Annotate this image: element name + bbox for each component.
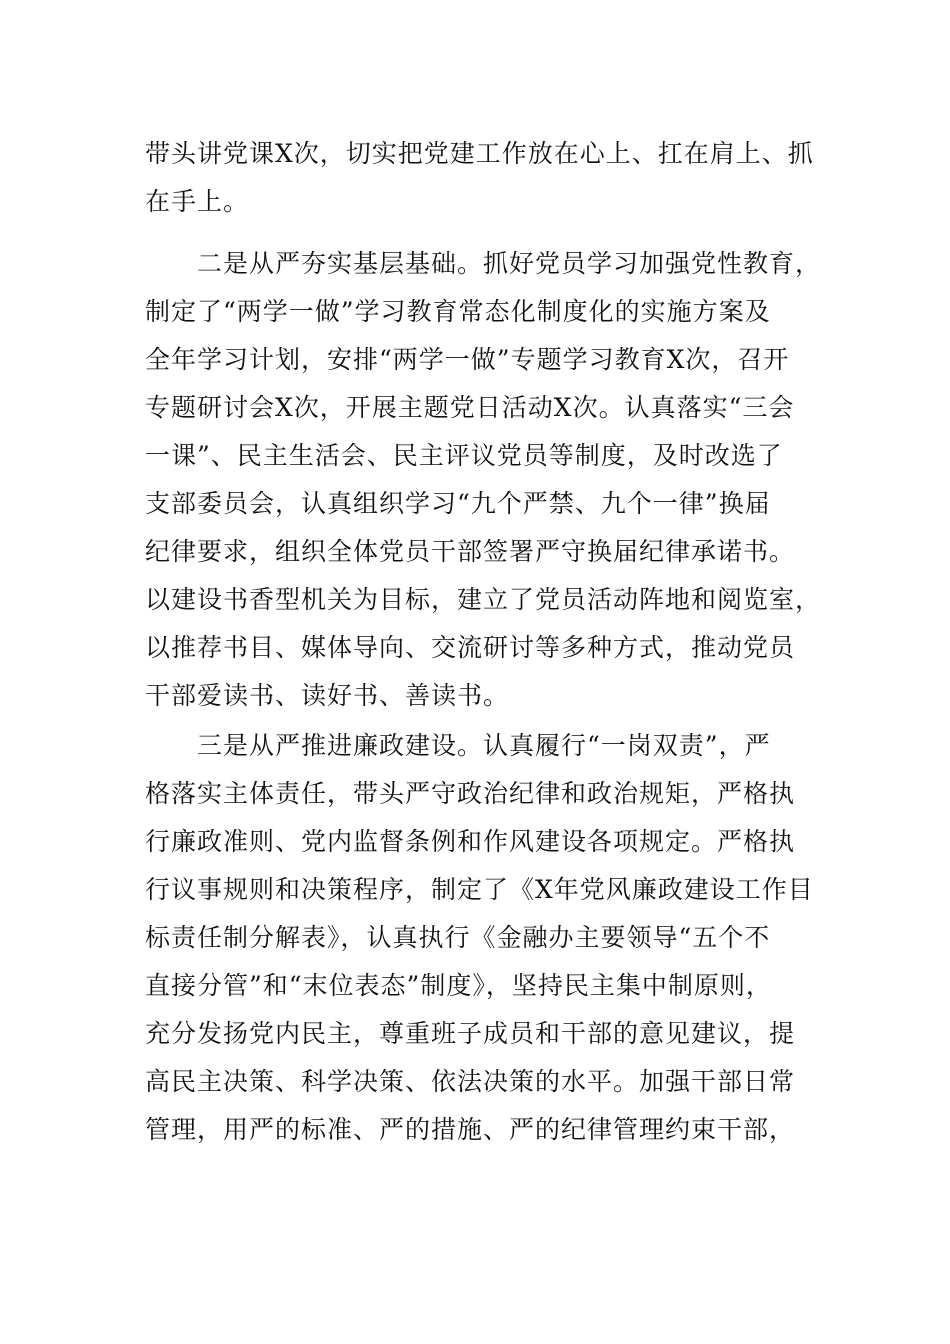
text-line: 管理，用严的标准、严的措施、严的纪律管理约束干部， bbox=[145, 1115, 796, 1144]
text-line: 充分发扬党内民主，尊重班子成员和干部的意见建议，提 bbox=[145, 1019, 796, 1048]
text-line: 制定了“两学一做”学习教育常态化制度化的实施方案及 bbox=[145, 297, 771, 326]
text-line: 以推荐书目、媒体导向、交流研讨等多种方式，推动党员 bbox=[145, 633, 796, 662]
text-line: 纪律要求，组织全体党员干部签署严守换届纪律承诺书。 bbox=[145, 537, 796, 566]
text-line: 专题研讨会X次，开展主题党日活动X次。认真落实“三会 bbox=[145, 393, 795, 422]
text-line: 行廉政准则、党内监督条例和作风建设各项规定。严格执 bbox=[145, 827, 796, 856]
text-line: 干部爱读书、读好书、善读书。 bbox=[145, 681, 510, 710]
text-line: 格落实主体责任，带头严守政治纪律和政治规矩，严格执 bbox=[145, 779, 796, 808]
paragraph-grassroots bbox=[145, 240, 822, 720]
text-line: 一课”、民主生活会、民主评议党员等制度，及时改选了 bbox=[145, 441, 783, 470]
text-line: 直接分管”和“末位表态”制度》，坚持民主集中制原则， bbox=[145, 971, 772, 1000]
text-line: 支部委员会，认真组织学习“九个严禁、九个一律”换届 bbox=[145, 489, 771, 518]
text-line: 二是从严夯实基层基础。抓好党员学习加强党性教育， bbox=[197, 249, 822, 278]
text-line: 带头讲党课X次，切实把党建工作放在心上、扛在肩上、抓 bbox=[145, 139, 814, 168]
text-line: 全年学习计划，安排“两学一做”专题学习教育X次，召开 bbox=[145, 345, 790, 374]
text-line: 行议事规则和决策程序，制定了《X年党风廉政建设工作目 bbox=[145, 875, 814, 904]
paragraph-continuation bbox=[145, 130, 814, 226]
text-line: 以建设书香型机关为目标，建立了党员活动阵地和阅览室， bbox=[145, 585, 822, 614]
text-line: 在手上。 bbox=[145, 187, 250, 216]
text-line: 三是从严推进廉政建设。认真履行“一岗双责”，严 bbox=[197, 731, 771, 760]
paragraph-integrity bbox=[145, 722, 814, 1154]
text-line: 高民主决策、科学决策、依法决策的水平。加强干部日常 bbox=[145, 1067, 796, 1096]
text-line: 标责任制分解表》，认真执行《金融办主要领导“五个不 bbox=[145, 923, 771, 952]
